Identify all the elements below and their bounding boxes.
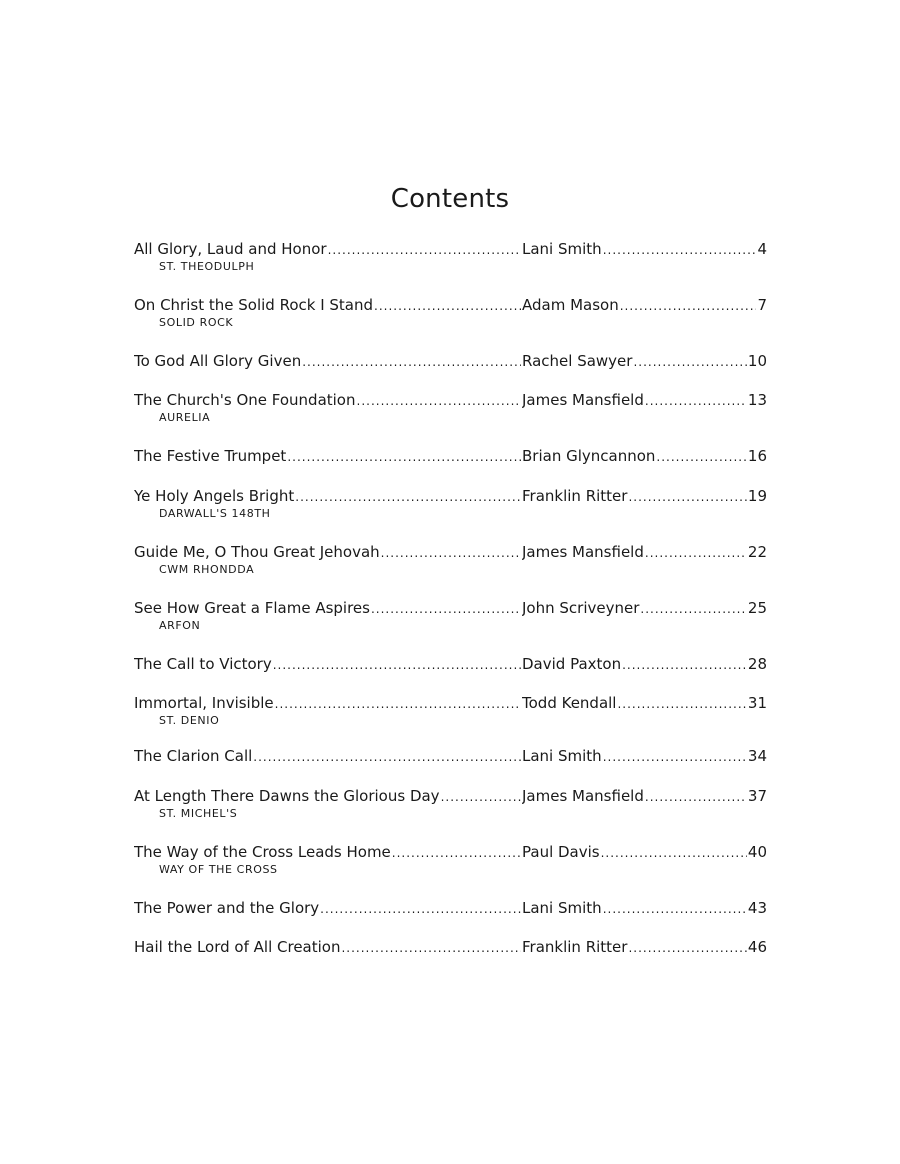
entry-page-number: 28: [747, 655, 767, 673]
entry-tune-name: SOLID ROCK: [159, 316, 234, 329]
toc-entry[interactable]: [134, 598, 767, 633]
dot-leader: [633, 352, 746, 372]
entry-arranger: Lani Smith: [522, 899, 602, 917]
toc-entry-row: [134, 542, 767, 562]
toc-entry[interactable]: [134, 542, 767, 577]
entry-page-number: 31: [747, 694, 767, 712]
entry-page-number: 25: [747, 599, 767, 617]
dot-leader: [645, 543, 747, 563]
dot-leader: [645, 787, 747, 807]
toc-entry-row: [134, 295, 767, 315]
toc-entry-row: [134, 598, 767, 618]
entry-title: On Christ the Solid Rock I Stand: [134, 296, 374, 314]
entry-arranger: Paul Davis: [522, 843, 600, 861]
entry-arranger: David Paxton: [522, 655, 622, 673]
dot-leader: [371, 599, 521, 619]
entry-title: At Length There Dawns the Glorious Day: [134, 787, 440, 805]
dot-leader: [357, 391, 522, 411]
entry-arranger: James Mansfield: [522, 543, 644, 561]
toc-entry[interactable]: [134, 654, 767, 674]
entry-page-number: 34: [747, 747, 767, 765]
entry-page-number: 7: [757, 296, 767, 314]
entry-title: The Church's One Foundation: [134, 391, 356, 409]
toc-entry[interactable]: [134, 746, 767, 766]
dot-leader: [328, 240, 521, 260]
toc-entry-row: [134, 486, 767, 506]
entry-arranger: James Mansfield: [522, 391, 644, 409]
entry-title: The Call to Victory: [134, 655, 272, 673]
entry-page-number: 13: [747, 391, 767, 409]
entry-page-number: 40: [747, 843, 767, 861]
toc-entry[interactable]: [134, 390, 767, 425]
dot-leader: [622, 655, 747, 675]
page-title: Contents: [390, 184, 510, 214]
entry-page-number: 46: [747, 938, 767, 956]
entry-arranger: John Scriveyner: [522, 599, 640, 617]
toc-entry[interactable]: [134, 446, 767, 466]
entry-arranger: Lani Smith: [522, 240, 602, 258]
entry-page-number: 4: [757, 240, 767, 258]
entry-title: All Glory, Laud and Honor: [134, 240, 327, 258]
dot-leader: [603, 240, 757, 260]
entry-arranger: Franklin Ritter: [522, 938, 628, 956]
toc-entry[interactable]: [134, 295, 767, 330]
toc-entry-row: [134, 239, 767, 259]
dot-leader: [628, 487, 746, 507]
entry-tune-name: ST. MICHEL'S: [159, 807, 238, 820]
entry-page-number: 19: [747, 487, 767, 505]
toc-entry-row: [134, 654, 767, 674]
dot-leader: [302, 352, 521, 372]
entry-title: See How Great a Flame Aspires: [134, 599, 370, 617]
dot-leader: [287, 447, 521, 467]
toc-entry[interactable]: [134, 239, 767, 274]
dot-leader: [381, 543, 521, 563]
entry-title: Guide Me, O Thou Great Jehovah: [134, 543, 380, 561]
dot-leader: [253, 747, 521, 767]
dot-leader: [603, 747, 747, 767]
dot-leader: [640, 599, 747, 619]
entry-title: Immortal, Invisible: [134, 694, 274, 712]
dot-leader: [603, 899, 747, 919]
entry-arranger: Todd Kendall: [522, 694, 617, 712]
entry-page-number: 16: [747, 447, 767, 465]
entry-page-number: 37: [747, 787, 767, 805]
entry-page-number: 22: [747, 543, 767, 561]
entry-tune-name: AURELIA: [159, 411, 211, 424]
entry-title: The Clarion Call: [134, 747, 253, 765]
toc-entry[interactable]: [134, 842, 767, 877]
entry-arranger: Franklin Ritter: [522, 487, 628, 505]
entry-tune-name: DARWALL'S 148TH: [159, 507, 271, 520]
dot-leader: [295, 487, 521, 507]
dot-leader: [320, 899, 521, 919]
entry-arranger: Rachel Sawyer: [522, 352, 633, 370]
entry-title: Hail the Lord of All Creation: [134, 938, 341, 956]
entry-page-number: 10: [747, 352, 767, 370]
entry-tune-name: CWM RHONDDA: [159, 563, 255, 576]
toc-entry-row: [134, 693, 767, 713]
dot-leader: [628, 938, 746, 958]
toc-entry[interactable]: [134, 693, 767, 728]
dot-leader: [275, 694, 521, 714]
entry-tune-name: ST. DENIO: [159, 714, 220, 727]
entry-title: The Festive Trumpet: [134, 447, 287, 465]
dot-leader: [656, 447, 747, 467]
entry-arranger: Lani Smith: [522, 747, 602, 765]
entry-tune-name: ST. THEODULPH: [159, 260, 255, 273]
entry-title: Ye Holy Angels Bright: [134, 487, 295, 505]
toc-entry-row: [134, 390, 767, 410]
entry-tune-name: WAY OF THE CROSS: [159, 863, 278, 876]
entry-title: To God All Glory Given: [134, 352, 302, 370]
entry-title: The Power and the Glory: [134, 899, 320, 917]
toc-entry[interactable]: [134, 937, 767, 957]
entry-arranger: Adam Mason: [522, 296, 619, 314]
toc-entry-row: [134, 898, 767, 918]
toc-entry-row: [134, 937, 767, 957]
dot-leader: [601, 843, 747, 863]
entry-arranger: Brian Glyncannon: [522, 447, 656, 465]
dot-leader: [441, 787, 521, 807]
toc-entry-row: [134, 842, 767, 862]
dot-leader: [617, 694, 746, 714]
dot-leader: [620, 296, 757, 316]
dot-leader: [645, 391, 747, 411]
dot-leader: [341, 938, 521, 958]
toc-entry[interactable]: [134, 786, 767, 821]
dot-leader: [374, 296, 521, 316]
toc-entry-row: [134, 446, 767, 466]
toc-entry-row: [134, 351, 767, 371]
toc-entry-row: [134, 746, 767, 766]
entry-tune-name: ARFON: [159, 619, 201, 632]
entry-arranger: James Mansfield: [522, 787, 644, 805]
toc-entry[interactable]: [134, 898, 767, 918]
toc-entry-row: [134, 786, 767, 806]
dot-leader: [392, 843, 521, 863]
entry-page-number: 43: [747, 899, 767, 917]
toc-entry[interactable]: [134, 486, 767, 521]
toc-entry[interactable]: [134, 351, 767, 371]
entry-title: The Way of the Cross Leads Home: [134, 843, 391, 861]
dot-leader: [273, 655, 521, 675]
